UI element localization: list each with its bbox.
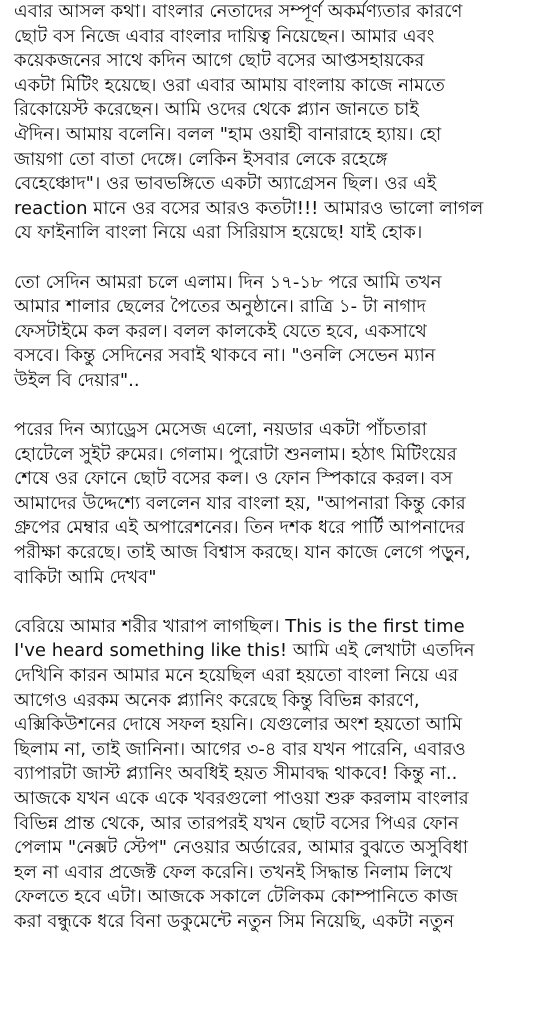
text-line: আগেও এরকম অনেক প্ল্যানিং করেছে কিন্তু বিভিন্ন কারণে, (14, 689, 420, 711)
text-line: এবার আসল কথা। বাংলার নেতাদের সম্পূর্ণ অকর্মণ্যতার কারণে (14, 1, 463, 22)
text-line: পরের দিন অ্যাড্রেস মেসেজ এলো, নয়ডার একটা পাঁচতারা (14, 419, 427, 441)
text-line: দেখিনি কারন আমার মনে হয়েছিল এরা হয়তো বাংলা নিয়ে এর (14, 665, 459, 687)
text-line: ফেলতে হবে এটা। আজকে সকালে টেলিকম কোম্পানিতে কাজ (14, 886, 458, 908)
text-line: reaction মানে ওর বসের আরও কতটা!!! আমারও ভালো লাগল (14, 197, 484, 219)
text-line: কয়েকজনের সাথে কদিন আগে ছোট বসের আপ্তসহায়কের (14, 50, 425, 72)
paragraph-4 (14, 615, 536, 935)
text-line: তো সেদিন আমরা চলে এলাম। দিন ১৭-১৮ পরে আমি তখন (14, 271, 442, 293)
text-line: ফেসটাইমে কল করল। বলল কালকেই যেতে হবে, একসাথে (14, 320, 427, 342)
text-line: হল না এবার প্রজেক্ট ফেল করেনি। তখনই সিদ্ধান্ত নিলাম লিখে (14, 861, 453, 883)
text-line: উইল বি দেয়ার".. (14, 369, 140, 391)
text-line: ব্যাপারটা জাস্ট প্ল্যানিং অবধিই হয়ত সীমাবদ্ধ থাকবে! কিন্তু না.. (14, 763, 458, 785)
text-line: ছিলাম না, তাই জানিনা। আগের ৩-৪ বার যখন পারেনি, এবারও (14, 738, 466, 760)
text-line: করা বন্ধুকে ধরে বিনা ডকুমেন্টে নতুন সিম নিয়েছি, একটা নতুন (14, 910, 454, 932)
text-line: এক্সিকিউশনের দোষে সফল হয়নি। যেগুলোর অংশ হয়তো আমি (14, 714, 462, 736)
text-line: বিভিন্ন প্রান্ত থেকে, আর তারপরই যখন ছোট বসের পিএর ফোন (14, 812, 459, 834)
text-line: গ্রুপের মেম্বার এই অপারেশনের। তিন দশক ধরে পার্টি আপনাদের (14, 517, 465, 539)
paragraph-1 (14, 0, 536, 246)
text-line: আজকে যখন একে একে খবরগুলো পাওয়া শুরু করলাম বাংলার (14, 788, 469, 809)
text-line: I've heard something like this! আমি এই লেখাটা এতদিন (14, 640, 475, 662)
text-line: হোটেলে সুইট রুমের। গেলাম। পুরোটা শুনলাম। হঠাৎ মিটিংয়ের (14, 443, 457, 465)
text-line: বেরিয়ে আমার শরীর খারাপ লাগছিল। This is the first time (14, 615, 465, 637)
text-line: পরীক্ষা করেছে। তাই আজ বিশ্বাস করছে। যান কাজে লেগে পড়ুন, (14, 542, 471, 564)
text-line: ঐদিন। আমায় বলেনি। বলল "হাম ওয়াহী বানারাহে হ্যায়। হো (14, 123, 442, 145)
text-line: আমার শালার ছেলের পৈতের অনুষ্ঠানে। রাত্রি ১- টা নাগাদ (14, 296, 427, 318)
text-line: ছোট বস নিজে এবার বাংলার দায়িত্ব নিয়েছেন। আমার এবং (14, 25, 435, 47)
text-line: বাকিটা আমি দেখব" (14, 566, 157, 588)
paragraph-2 (14, 271, 536, 394)
text-line: আমাদের উদ্দেশ্যে বললেন যার বাংলা হয়, "আপনারা কিন্তু কোর (14, 492, 466, 514)
paragraph-3 (14, 418, 536, 590)
text-line: যে ফাইনালি বাংলা নিয়ে এরা সিরিয়াস হয়েছে! যাই হোক। (14, 222, 423, 244)
text-line: জায়গা তো বাতা দেঙ্গে। লেকিন ইসবার লেকে রহেঙ্গে (14, 148, 388, 170)
text-line: বেহেঞ্চোদ"। ওর ভাবভঙ্গিতে একটা অ্যাগ্রেসন ছিল। ওর এই (14, 173, 437, 195)
text-line: শেষে ওর ফোনে ছোট বসের কল। ও ফোন স্পিকারে করল। বস (14, 468, 453, 490)
text-line: পেলাম "নেক্সট স্টেপ" নেওয়ার অর্ডারের, আমার বুঝতে অসুবিধা (14, 837, 468, 859)
text-line: বসবে। কিন্তু সেদিনের সবাই থাকবে না। "ওনলি সেভেন ম্যান (14, 345, 436, 367)
text-line: একটা মিটিং হয়েছে। ওরা এবার আমায় বাংলায় কাজে নামতে (14, 74, 445, 96)
text-line: রিকোয়েস্ট করেছেন। আমি ওদের থেকে প্ল্যান জানতে চাই (14, 99, 419, 121)
